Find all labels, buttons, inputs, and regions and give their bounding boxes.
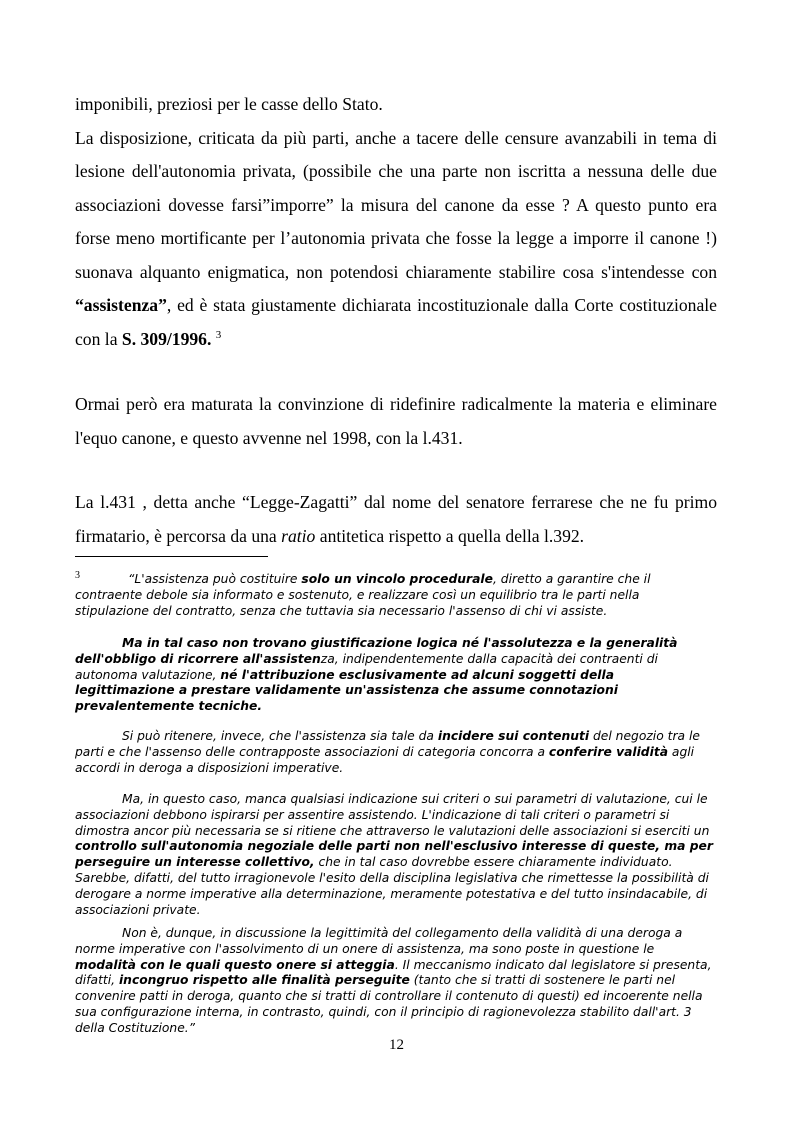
italic-ratio: ratio [281, 525, 316, 546]
page-number: 12 [389, 1037, 404, 1053]
footnote-para-1: $^3$ “L'assistenza può costituire solo un vincolo procedurale, diretto a garantire che il contraente debole sia informato e sostenuto, e realizzare così un equilibrio tra le parti nella stipulazione del contratto, senza che tuttavia sia necessario l'assenso di chi vi assiste. [75, 570, 651, 618]
body-block-3 [75, 486, 717, 553]
paragraph-2: La disposizione, criticata da più parti, anche a tacere delle censure avanzabili in tema di lesione dell'autonomia privata, (possibile che una parte non iscritta a nessuna delle due associazioni dovesse farsi”imporre” la misura del canone da esse ? A questo punto era forse meno mortificante per l’autonomia privata che fosse la legge a imporre il canone !) suonava alquanto enigmatica, non potendosi chiaramente stabilire cosa s'intendesse con “assistenza”, ed è stata giustamente dichiarata incostituzionale dalla Corte costituzionale con la S. 309/1996. $^3$ [75, 127, 717, 349]
footnote-ref: 3 [215, 328, 222, 341]
footnote-para-3: Si può ritenere, invece, che l'assistenza sia tale da incidere sui contenuti del negozio tra le parti e che l'assenso delle contrapposte associazioni di categoria concorra a conferire validità agli accordi in deroga a disposizioni imperative. [75, 729, 700, 775]
footnote-para-4: Ma, in questo caso, manca qualsiasi indicazione sui criteri o sui parametri di valutazione, cui le associazioni debbono ispirarsi per assentire assistendo. L'indicazione di tali criteri o parametri si dimostra ancor più necessaria se si ritiene che attraverso le valutazioni delle associazioni si eserciti un controllo sull'autonomia negoziale delle parti non nell'esclusivo interesse di queste, ma per perseguire un interesse collettivo, che in tal caso dovrebbe essere chiaramente individuato. Sarebbe, difatti, del tutto irragionevole l'esito della disciplina legislativa che rimettesse la possibilità di derogare a norme imperative alla determinazione, meramente potestativa e del tutto insindacabile, di associazioni private. [75, 792, 713, 917]
paragraph-1: imponibili, preziosi per le casse dello Stato. [75, 94, 383, 114]
paragraph-3: Ormai però era maturata la convinzione di ridefinire radicalmente la materia e eliminare l'equo canone, e questo avvenne nel 1998, con la l.431. [75, 394, 717, 448]
body-block-2 [75, 388, 717, 455]
footnote-separator [75, 556, 268, 557]
footnote-para-2: Ma in tal caso non trovano giustificazione logica né l'assolutezza e la generalità dell'obbligo di ricorrere all'assistenza, indipendentemente dalla capacità dei contraenti di autonoma valutazione, né l'attribuzione esclusivamente ad alcuni soggetti della legittimazione a prestare validamente un'assistenza che assume connotazioni prevalentemente tecniche. [75, 636, 678, 714]
footnote-para-5: Non è, dunque, in discussione la legittimità del collegamento della validità di una deroga a norme imperative con l'assolvimento di un onere di assistenza, ma sono poste in questione le modalità con le quali questo onere si atteggia. Il meccanismo indicato dal legislatore si presenta, difatti, incongruo rispetto alle finalità perseguite (tanto che si tratti di sostenere le parti nel convenire patti in deroga, quanto che si tratti di controllare il contenuto di questi) ed incoerente nella sua configurazione interna, in contrasto, quindi, con il principio di ragionevolezza stabilito dall'art. 3 della Costituzione.” [75, 926, 712, 1035]
body-block-1 [75, 88, 717, 356]
bold-sentenza: S. 309/1996. [121, 328, 212, 349]
paragraph-4: La l.431 , detta anche “Legge-Zagatti” dal nome del senatore ferrarese che ne fu primo firmatario, è percorsa da una ratio antitetica rispetto a quella della l.392. [75, 492, 717, 546]
bold-assistenza: “assistenza” [75, 295, 167, 315]
footnote-mark: 3 [75, 570, 80, 581]
